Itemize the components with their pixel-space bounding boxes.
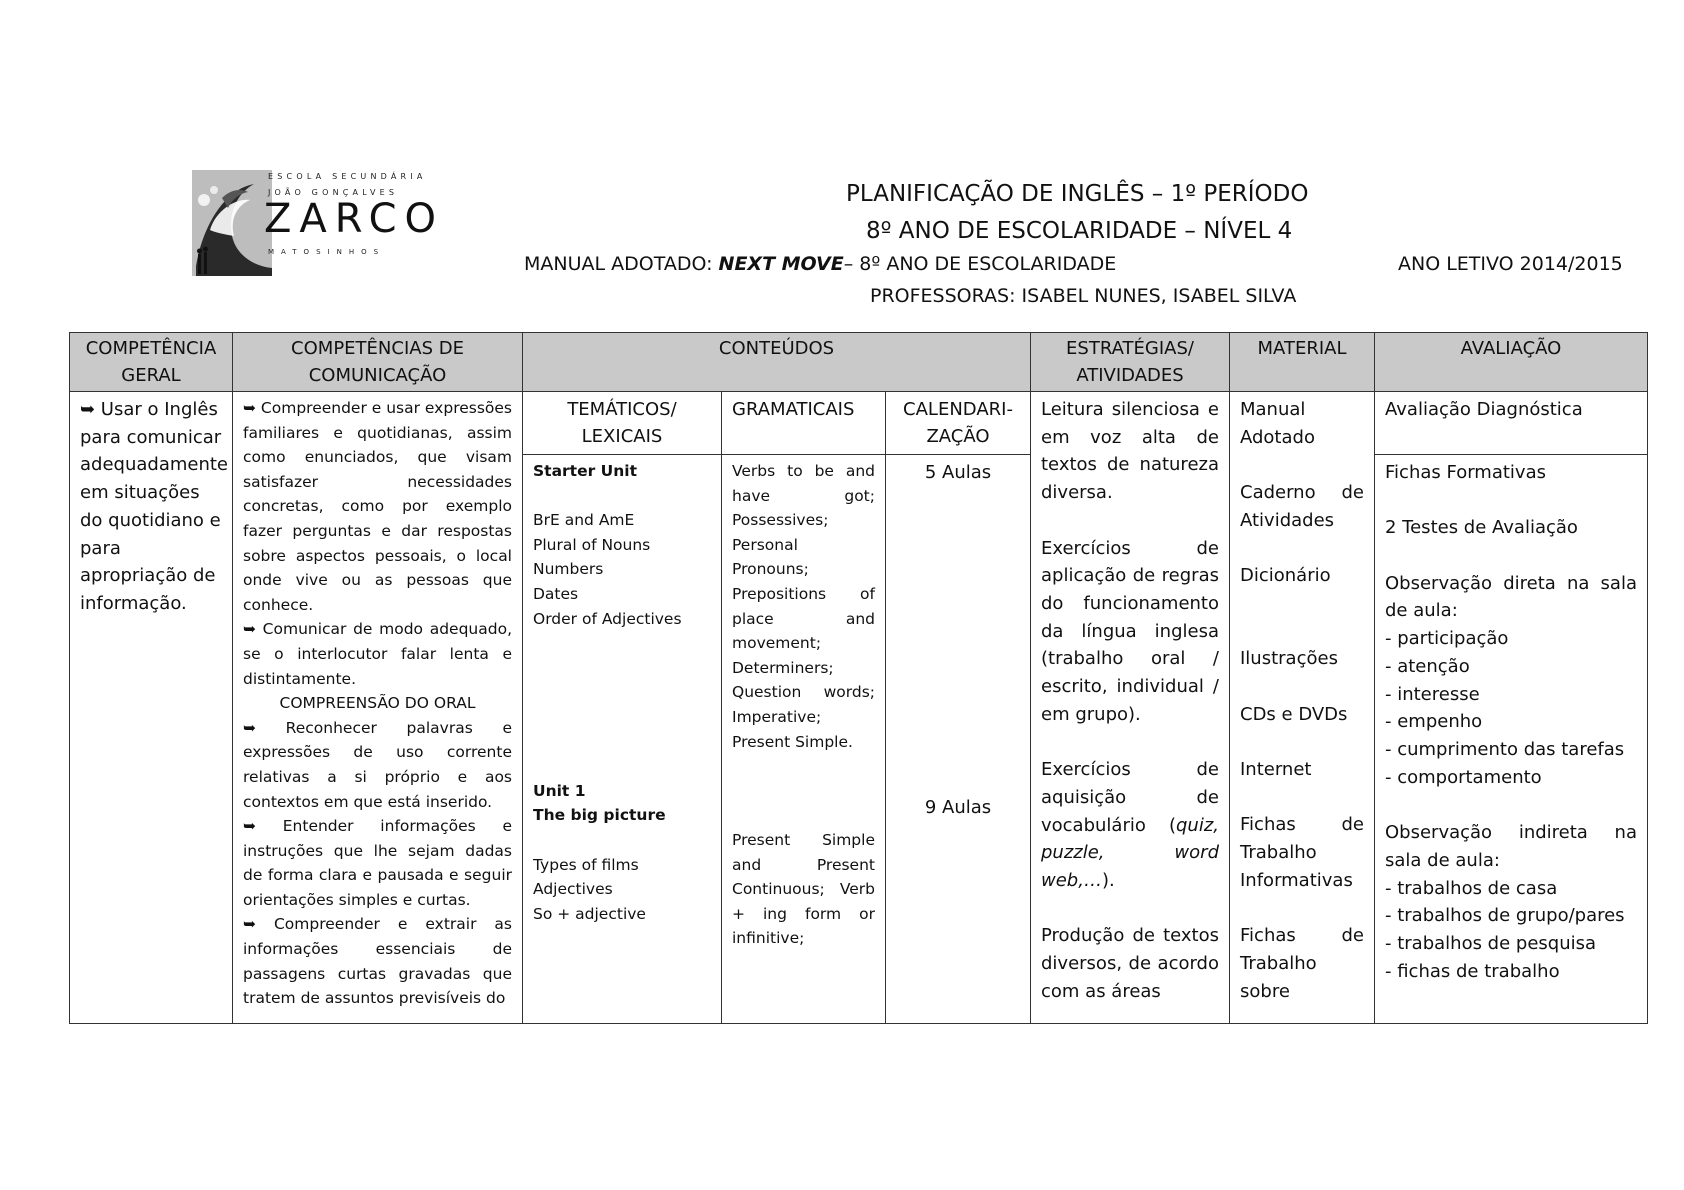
material-item: Fichas de Trabalho sobre (1240, 925, 1364, 1002)
list-item: - fichas de trabalho (1385, 960, 1560, 982)
manual-line (524, 253, 1116, 275)
cell-calendarizacao (886, 455, 1031, 1024)
list-item: - trabalhos de pesquisa (1385, 932, 1597, 954)
list-item: - trabalhos de casa (1385, 877, 1558, 899)
school-logo (192, 170, 444, 282)
list-item: - comportamento (1385, 766, 1542, 788)
strategy-item (1041, 756, 1219, 895)
table-header-row (70, 333, 1648, 392)
header-competencias-comunicacao: COMPETÊNCIAS DE COMUNICAÇÃO (233, 333, 523, 392)
unit-title: Unit 1 (533, 781, 586, 800)
teachers: PROFESSORAS: ISABEL NUNES, ISABEL SILVA (870, 285, 1297, 307)
cell-competencia-geral: ➥ Usar o Inglês para comunicar adequadamente em situações do quotidiano e para apropriação de informação. (70, 392, 233, 1024)
assessment-item: Fichas Formativas (1385, 462, 1546, 483)
material-item: CDs e DVDs (1240, 703, 1348, 725)
school-year: ANO LETIVO 2014/2015 (1398, 253, 1623, 275)
manual-suffix: – 8º ANO DE ESCOLARIDADE (843, 253, 1117, 275)
list-item: - cumprimento das tarefas (1385, 739, 1625, 760)
header-conteudos: CONTEÚDOS (523, 333, 1031, 392)
strategy-italic: quiz, puzzle, word web,… (1041, 814, 1219, 891)
lessons-unit1: 9 Aulas (924, 797, 992, 818)
assessment-title: Observação indireta na sala de aula: (1385, 822, 1637, 871)
list-item: Order of Adjectives (533, 609, 682, 628)
list-item: BrE and AmE (533, 511, 635, 530)
material-item: Caderno de Atividades (1240, 482, 1364, 531)
list-item: Dates (533, 584, 579, 603)
material-item: Ilustrações (1240, 648, 1338, 670)
subheader-tematicos: TEMÁTICOS/ LEXICAIS (523, 392, 722, 455)
manual-label: MANUAL ADOTADO: (524, 253, 719, 275)
logo-school-line1: ESCOLA SECUNDÁRIA (268, 172, 427, 181)
planning-table (69, 332, 1648, 1024)
comm-paragraph: ➥ Compreender e extrair as informações essenciais de passagens curtas gravadas que tratem de assuntos previsíveis do (243, 915, 512, 1008)
material-item: Internet (1240, 759, 1312, 781)
material-item: Dicionário (1240, 565, 1331, 587)
comm-paragraph: ➥ Entender informações e instruções que lhe sejam dadas de forma clara e pausada e seguir orientações simples e curtas. (243, 817, 512, 909)
unit-name: The big picture (533, 806, 666, 825)
cell-avaliacao-diagnostica: Avaliação Diagnóstica (1375, 392, 1648, 455)
strategy-text: Exercícios de aquisição de vocabulário ( (1041, 759, 1219, 836)
material-item: Manual Adotado (1240, 399, 1315, 448)
grammar-group: Present Simple and Present Continuous; Verb + ing form or infinitive; (732, 830, 875, 948)
subheader-gramaticais: GRAMATICAIS (722, 392, 886, 455)
list-item: - atenção (1385, 655, 1470, 677)
header-estrategias: ESTRATÉGIAS/ ATIVIDADES (1031, 333, 1230, 392)
manual-name: NEXT MOVE (718, 253, 844, 275)
assessment-title: Observação direta na sala de aula: (1385, 572, 1637, 622)
header-avaliacao: AVALIAÇÃO (1375, 333, 1648, 392)
page-subtitle: 8º ANO DE ESCOLARIDADE – NÍVEL 4 (866, 218, 1293, 244)
comm-paragraph: ➥ Reconhecer palavras e expressões de uso corrente relativas a si próprio e aos contextos em que está inserido. (243, 718, 512, 811)
logo-school-line2: JOÃO GONÇALVES (268, 188, 399, 197)
list-item: Types of films (533, 855, 639, 874)
unit-title: Starter Unit (533, 462, 637, 480)
logo-city: MATOSINHOS (268, 248, 386, 256)
comm-paragraph: ➥ Comunicar de modo adequado, se o interlocutor falar lenta e distintamente. (243, 620, 512, 688)
strategy-item: Leitura silenciosa e em voz alta de textos de natureza diversa. (1041, 399, 1219, 504)
list-item: So + adjective (533, 904, 646, 923)
list-item: Numbers (533, 560, 604, 579)
strategy-text: ). (1101, 869, 1115, 891)
grammar-group: Verbs to be and have got; Possessives; Personal Pronouns; Prepositions of place and movement; Determiners; Question words; Imperative; Present Simple. (732, 462, 875, 751)
cell-tematicos (523, 455, 722, 1024)
subheader-calendarizacao: CALENDARI-ZAÇÃO (886, 392, 1031, 455)
material-item: Fichas de Trabalho Informativas (1240, 814, 1364, 891)
list-item: - empenho (1385, 711, 1483, 733)
list-item: Adjectives (533, 880, 613, 899)
table-subheader-row (70, 392, 1648, 455)
assessment-item: 2 Testes de Avaliação (1385, 517, 1578, 539)
cell-material (1230, 392, 1375, 1024)
cell-estrategias (1031, 392, 1230, 1024)
list-item: Plural of Nouns (533, 535, 651, 554)
cell-competencias-comunicacao (233, 392, 523, 1024)
comm-heading: COMPREENSÃO DO ORAL (279, 694, 476, 713)
comm-paragraph: ➥ Compreender e usar expressões familiares e quotidianas, assim como enunciados, que visam satisfazer necessidades concretas, como por exemplo fazer perguntas e dar respostas sobre aspectos pessoais, o local onde vive ou as pessoas que conhece. (243, 399, 513, 614)
list-item: - trabalhos de grupo/pares (1385, 905, 1625, 927)
header-competencia-geral: COMPETÊNCIA GERAL (70, 333, 233, 392)
strategy-item: Produção de textos diversos, de acordo com as áreas (1041, 925, 1219, 1002)
wave-emblem-icon (192, 170, 272, 282)
logo-school-name: ZARCO (264, 196, 444, 242)
page-title: PLANIFICAÇÃO DE INGLÊS – 1º PERÍODO (846, 181, 1309, 207)
strategy-item: Exercícios de aplicação de regras do funcionamento da língua inglesa (trabalho oral / escrito, individual / em grupo). (1041, 537, 1219, 725)
list-item: - participação (1385, 628, 1509, 650)
list-item: - interesse (1385, 683, 1480, 705)
cell-avaliacao (1375, 455, 1648, 1024)
header-material: MATERIAL (1230, 333, 1375, 392)
cell-gramaticais (722, 455, 886, 1024)
lessons-starter: 5 Aulas (924, 462, 992, 483)
